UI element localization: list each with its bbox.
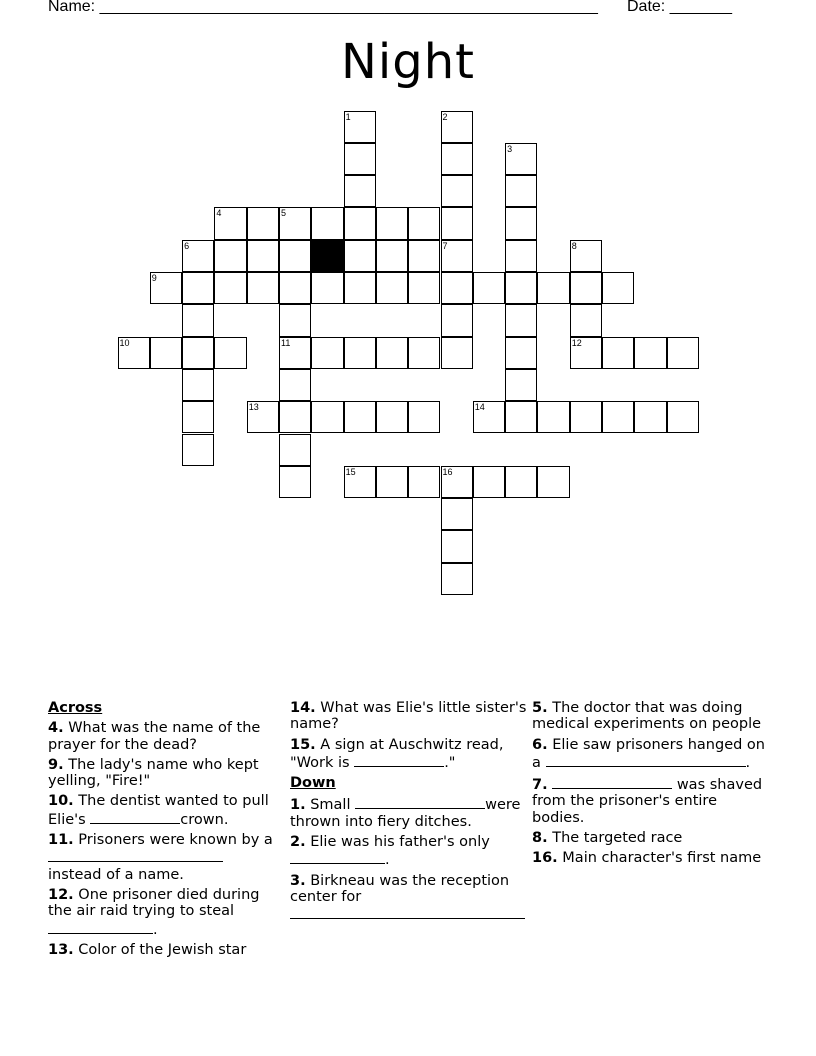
crossword-cell[interactable] — [441, 498, 473, 530]
crossword-cell[interactable] — [441, 466, 473, 498]
crossword-cell[interactable] — [505, 143, 537, 175]
crossword-cell[interactable] — [182, 240, 214, 272]
clue-text — [48, 942, 273, 958]
crossword-cell[interactable] — [311, 401, 343, 433]
crossword-cell[interactable] — [408, 240, 440, 272]
answer-blank — [48, 848, 223, 862]
crossword-cell[interactable] — [408, 337, 440, 369]
crossword-cell[interactable] — [441, 563, 473, 595]
clue-number: 2. — [290, 834, 306, 851]
crossword-cell[interactable] — [537, 272, 569, 304]
clue-fragment: . — [745, 754, 751, 771]
clue-fragment: Color of the Jewish star — [78, 941, 247, 958]
clue-number: 4. — [48, 720, 64, 737]
clue-text — [532, 830, 772, 846]
crossword-cell[interactable] — [376, 466, 408, 498]
crossword-cell[interactable] — [505, 466, 537, 498]
clue-number: 6 — [184, 240, 190, 251]
clue-number: 11. — [48, 832, 74, 849]
crossword-cell[interactable] — [537, 401, 569, 433]
crossword-cell[interactable] — [344, 401, 376, 433]
clue-fragment: The dentist wanted to pull Elie's — [48, 793, 269, 828]
clue-fragment: The targeted race — [552, 830, 683, 847]
clue-fragment: Main character's first name — [562, 850, 762, 867]
crossword-cell[interactable] — [344, 111, 376, 143]
crossword-cell[interactable] — [344, 207, 376, 239]
crossword-cell[interactable] — [408, 272, 440, 304]
clue-number: 14. — [290, 700, 316, 716]
crossword-cell[interactable] — [505, 272, 537, 304]
crossword-cell[interactable] — [344, 175, 376, 207]
down-heading: Down — [290, 775, 336, 792]
clue-text — [48, 720, 273, 753]
crossword-cell[interactable] — [150, 272, 182, 304]
clue-text — [532, 775, 772, 826]
crossword-cell[interactable] — [570, 272, 602, 304]
answer-blank — [354, 753, 444, 767]
crossword-cell[interactable] — [634, 401, 666, 433]
clue-number: 10. — [48, 793, 74, 810]
clue-fragment: Prisoners were known by a — [78, 832, 273, 849]
clues-column-3 — [532, 700, 772, 871]
answer-blank — [290, 850, 385, 864]
clue-number: 15 — [345, 466, 356, 477]
clue-fragment: . — [153, 921, 158, 938]
clue-number: 5 — [281, 208, 287, 219]
clue-number: 7. — [532, 777, 548, 794]
answer-blank — [355, 795, 485, 809]
crossword-cell[interactable] — [279, 401, 311, 433]
crossword-cell[interactable] — [441, 337, 473, 369]
crossword-cell[interactable] — [505, 337, 537, 369]
clues-column-2 — [290, 700, 530, 928]
clue-number: 14 — [474, 402, 485, 413]
crossword-cell[interactable] — [505, 369, 537, 401]
clue-fragment: was shaved from the prisoner's entire bodies. — [532, 777, 763, 826]
crossword-cell[interactable] — [376, 207, 408, 239]
crossword-cell[interactable] — [182, 369, 214, 401]
crossword-cell[interactable] — [602, 272, 634, 304]
clue-number: 15. — [290, 736, 316, 753]
clue-fragment: Elie saw prisoners hanged on a — [532, 736, 765, 771]
clue-number: 13. — [48, 941, 74, 958]
clue-fragment: What was Elie's little sister's name? — [290, 700, 527, 733]
clue-number: 9 — [151, 273, 157, 283]
black-square — [311, 240, 343, 272]
answer-blank — [90, 810, 180, 824]
clue-fragment: Elie was his father's only — [310, 834, 490, 851]
crossword-cell[interactable] — [441, 143, 473, 175]
crossword-cell[interactable] — [441, 272, 473, 304]
clues-column-1 — [48, 700, 273, 962]
clue-text — [532, 737, 772, 772]
crossword-cell[interactable] — [247, 401, 279, 433]
clue-fragment: The lady's name who kept yelling, "Fire!" — [48, 756, 259, 790]
date-field-label: Date: _______ — [627, 0, 732, 15]
across-clue-list-2 — [290, 700, 530, 771]
crossword-cell[interactable] — [247, 207, 279, 239]
crossword-cell[interactable] — [505, 207, 537, 239]
crossword-cell[interactable] — [311, 272, 343, 304]
clue-fragment: Birkneau was the reception center for — [290, 872, 510, 905]
across-clue-list-1 — [48, 720, 273, 958]
answer-blank — [48, 920, 153, 934]
clue-text — [290, 834, 530, 869]
crossword-cell[interactable] — [279, 304, 311, 336]
page-title: Night — [341, 34, 475, 90]
clue-text — [290, 795, 530, 830]
crossword-cell[interactable] — [441, 207, 473, 239]
crossword-cell[interactable] — [214, 240, 246, 272]
crossword-cell[interactable] — [279, 466, 311, 498]
clue-fragment: What was the name of the prayer for the dead? — [48, 720, 261, 753]
clue-number: 10 — [119, 337, 130, 348]
clue-number: 12 — [571, 337, 582, 348]
crossword-cell[interactable] — [570, 240, 602, 272]
crossword-cell[interactable] — [344, 143, 376, 175]
clue-fragment: . — [385, 852, 390, 869]
clue-text — [48, 887, 273, 938]
crossword-cell[interactable] — [441, 304, 473, 336]
crossword-cell[interactable] — [376, 337, 408, 369]
crossword-cell[interactable] — [182, 401, 214, 433]
clue-number: 16. — [532, 850, 558, 867]
clue-fragment: instead of a name. — [48, 866, 184, 883]
clue-number: 8 — [571, 240, 577, 251]
crossword-cell[interactable] — [570, 337, 602, 369]
crossword-cell[interactable] — [376, 272, 408, 304]
clue-fragment: were thrown into fiery ditches. — [290, 797, 521, 830]
crossword-cell[interactable] — [667, 401, 699, 433]
clue-number: 6. — [532, 736, 548, 753]
crossword-cell[interactable] — [150, 337, 182, 369]
crossword-cell[interactable] — [247, 272, 279, 304]
clue-fragment: The doctor that was doing medical experiments on people — [532, 700, 762, 733]
clue-number: 4 — [216, 208, 222, 219]
clue-text — [532, 850, 772, 866]
answer-blank — [552, 775, 672, 789]
clue-number: 16 — [442, 466, 453, 477]
crossword-cell[interactable] — [408, 466, 440, 498]
clue-number: 5. — [532, 700, 548, 716]
crossword-cell[interactable] — [279, 272, 311, 304]
crossword-cell[interactable] — [537, 466, 569, 498]
clue-number: 2 — [442, 111, 448, 122]
crossword-cell[interactable] — [473, 401, 505, 433]
crossword-cell[interactable] — [182, 304, 214, 336]
clue-number: 7 — [442, 240, 448, 251]
crossword-cell[interactable] — [344, 466, 376, 498]
crossword-cell[interactable] — [408, 207, 440, 239]
crossword-cell[interactable] — [505, 304, 537, 336]
crossword-cell[interactable] — [505, 175, 537, 207]
crossword-cell[interactable] — [311, 337, 343, 369]
clue-number: 1. — [290, 797, 306, 814]
crossword-cell[interactable] — [182, 272, 214, 304]
crossword-cell[interactable] — [214, 272, 246, 304]
clue-text — [290, 700, 530, 733]
clue-fragment: Small — [310, 797, 356, 814]
crossword-cell[interactable] — [279, 337, 311, 369]
crossword-cell[interactable] — [118, 337, 150, 369]
crossword-cell[interactable] — [634, 337, 666, 369]
clue-text — [48, 832, 273, 883]
answer-blank — [290, 905, 525, 919]
crossword-cell[interactable] — [570, 401, 602, 433]
crossword-cell[interactable] — [505, 401, 537, 433]
clue-number: 1 — [345, 111, 351, 122]
clue-number: 8. — [532, 830, 548, 847]
crossword-cell[interactable] — [279, 369, 311, 401]
crossword-cell[interactable] — [408, 401, 440, 433]
crossword-cell[interactable] — [667, 337, 699, 369]
clue-text — [48, 757, 273, 790]
name-field-label: Name: ________________________________________________________ — [48, 0, 598, 15]
crossword-cell[interactable] — [344, 272, 376, 304]
crossword-cell[interactable] — [441, 240, 473, 272]
clue-text — [290, 737, 530, 772]
crossword-cell[interactable] — [344, 337, 376, 369]
crossword-cell[interactable] — [473, 466, 505, 498]
clue-fragment: One prisoner died during the air raid trying to steal — [48, 886, 260, 920]
clue-text — [48, 793, 273, 828]
clue-number: 11 — [281, 337, 291, 348]
down-clue-list-2 — [532, 700, 772, 867]
crossword-cell[interactable] — [441, 530, 473, 562]
crossword-cell[interactable] — [344, 240, 376, 272]
clue-text — [290, 873, 530, 924]
clue-number: 9. — [48, 756, 64, 773]
crossword-cell[interactable] — [602, 401, 634, 433]
crossword-cell[interactable] — [473, 272, 505, 304]
crossword-cell[interactable] — [214, 337, 246, 369]
crossword-cell[interactable] — [376, 240, 408, 272]
clue-text — [532, 700, 772, 733]
crossword-cell[interactable] — [311, 207, 343, 239]
down-clue-list-1 — [290, 795, 530, 923]
clue-number: 3 — [507, 143, 513, 154]
crossword-cell[interactable] — [279, 434, 311, 466]
crossword-cell[interactable] — [441, 111, 473, 143]
clue-number: 13 — [248, 402, 259, 413]
crossword-cell[interactable] — [376, 401, 408, 433]
crossword-cell[interactable] — [505, 240, 537, 272]
crossword-cell[interactable] — [182, 434, 214, 466]
crossword-cell[interactable] — [247, 240, 279, 272]
crossword-cell[interactable] — [279, 207, 311, 239]
clue-number: 3. — [290, 872, 306, 889]
crossword-cell[interactable] — [279, 240, 311, 272]
answer-blank — [546, 753, 746, 767]
across-heading: Across — [48, 700, 103, 716]
clue-number: 12. — [48, 886, 74, 903]
clue-fragment: crown. — [180, 811, 229, 828]
clue-fragment: A sign at Auschwitz read, "Work is — [290, 736, 504, 771]
crossword-cell[interactable] — [214, 207, 246, 239]
crossword-cell[interactable] — [570, 304, 602, 336]
clue-fragment: ." — [444, 754, 456, 771]
crossword-cell[interactable] — [602, 337, 634, 369]
crossword-cell[interactable] — [182, 337, 214, 369]
crossword-cell[interactable] — [441, 175, 473, 207]
